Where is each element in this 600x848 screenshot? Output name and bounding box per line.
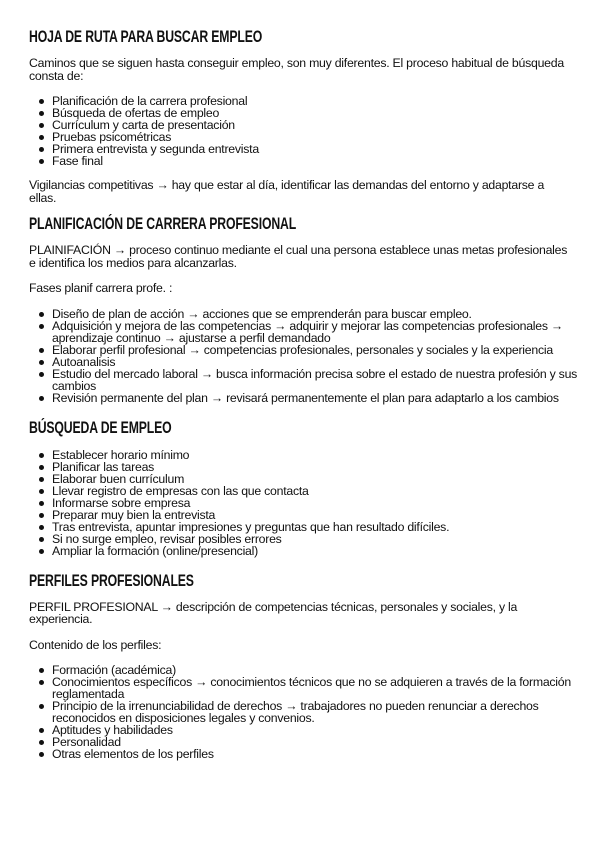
list-item: Si no surge empleo, revisar posibles errores — [52, 533, 570, 545]
list-item: Diseño de plan de acción → acciones que se emprenderán para buscar empleo. — [52, 308, 582, 320]
list-item: Fase final — [52, 155, 570, 167]
section-heading: BÚSQUEDA DE EMPLEO — [29, 417, 172, 437]
bullet-list — [29, 95, 570, 167]
list-item: Revisión permanente del plan → revisará permanentemente el plan para adaptarlo a los cambios — [52, 392, 582, 404]
list-item: Planificar las tareas — [52, 461, 570, 473]
paragraph: Contenido de los perfiles: — [29, 637, 162, 652]
paragraph: Vigilancias competitivas → hay que estar al día, identificar las demandas del entorno y adaptarse a ellas. — [29, 178, 545, 205]
paragraph: Caminos que se siguen hasta conseguir empleo, son muy diferentes. El proceso habitual de búsqueda consta de: — [29, 56, 564, 83]
list-item: Pruebas psicométricas — [52, 131, 570, 143]
paragraph: PERFIL PROFESIONAL → descripción de competencias técnicas, personales y sociales, y la experiencia. — [29, 599, 518, 626]
bullet-list — [29, 449, 570, 557]
section-hoja-de-ruta — [29, 28, 570, 204]
bullet-list — [29, 664, 582, 760]
list-item: Principio de la irrenunciabilidad de derechos → trabajadores no pueden renunciar a derechos reconocidos en disposiciones legales y convenios. — [52, 700, 582, 724]
list-item: Aptitudes y habilidades — [52, 724, 582, 736]
list-item: Primera entrevista y segunda entrevista — [52, 143, 570, 155]
list-item: Formación (académica) — [52, 664, 582, 676]
list-item: Elaborar buen currículum — [52, 473, 570, 485]
section-planificacion — [29, 214, 578, 405]
section-perfiles — [29, 572, 570, 761]
list-item: Informarse sobre empresa — [52, 497, 570, 509]
list-item: Currículum y carta de presentación — [52, 119, 570, 131]
list-item: Búsqueda de ofertas de empleo — [52, 107, 570, 119]
list-item: Llevar registro de empresas con las que contacta — [52, 485, 570, 497]
section-busqueda — [29, 419, 570, 557]
list-item: Planificación de la carrera profesional — [52, 95, 570, 107]
list-item: Otras elementos de los perfiles — [52, 748, 582, 760]
list-item: Adquisición y mejora de las competencias → adquirir y mejorar las competencias profesionales → aprendizaje continuo → ajustarse a perfil demandado — [52, 320, 582, 344]
bullet-list — [29, 308, 582, 404]
section-heading: HOJA DE RUTA PARA BUSCAR EMPLEO — [29, 27, 263, 46]
paragraph: PLAINIFACIÓN → proceso continuo mediante el cual una persona establece unas metas profesionales e identifica los medios para alcanzarlas. — [29, 243, 568, 270]
list-item: Ampliar la formación (online/presencial) — [52, 545, 570, 557]
section-heading: PERFILES PROFESIONALES — [29, 570, 194, 590]
list-item: Conocimientos específicos → conocimientos técnicos que no se adquieren a través de la formación reglamentada — [52, 676, 582, 700]
list-item: Personalidad — [52, 736, 582, 748]
list-item: Estudio del mercado laboral → busca información precisa sobre el estado de nuestra profesión y sus cambios — [52, 368, 582, 392]
paragraph: Fases planif carrera profe. : — [29, 281, 173, 295]
list-item: Preparar muy bien la entrevista — [52, 509, 570, 521]
list-item: Tras entrevista, apuntar impresiones y preguntas que han resultado difíciles. — [52, 521, 570, 533]
section-heading: PLANIFICACIÓN DE CARRERA PROFESIONAL — [29, 214, 297, 233]
list-item: Autoanalisis — [52, 356, 582, 368]
list-item: Establecer horario mínimo — [52, 449, 570, 461]
list-item: Elaborar perfil profesional → competencias profesionales, personales y sociales y la experiencia — [52, 344, 582, 356]
